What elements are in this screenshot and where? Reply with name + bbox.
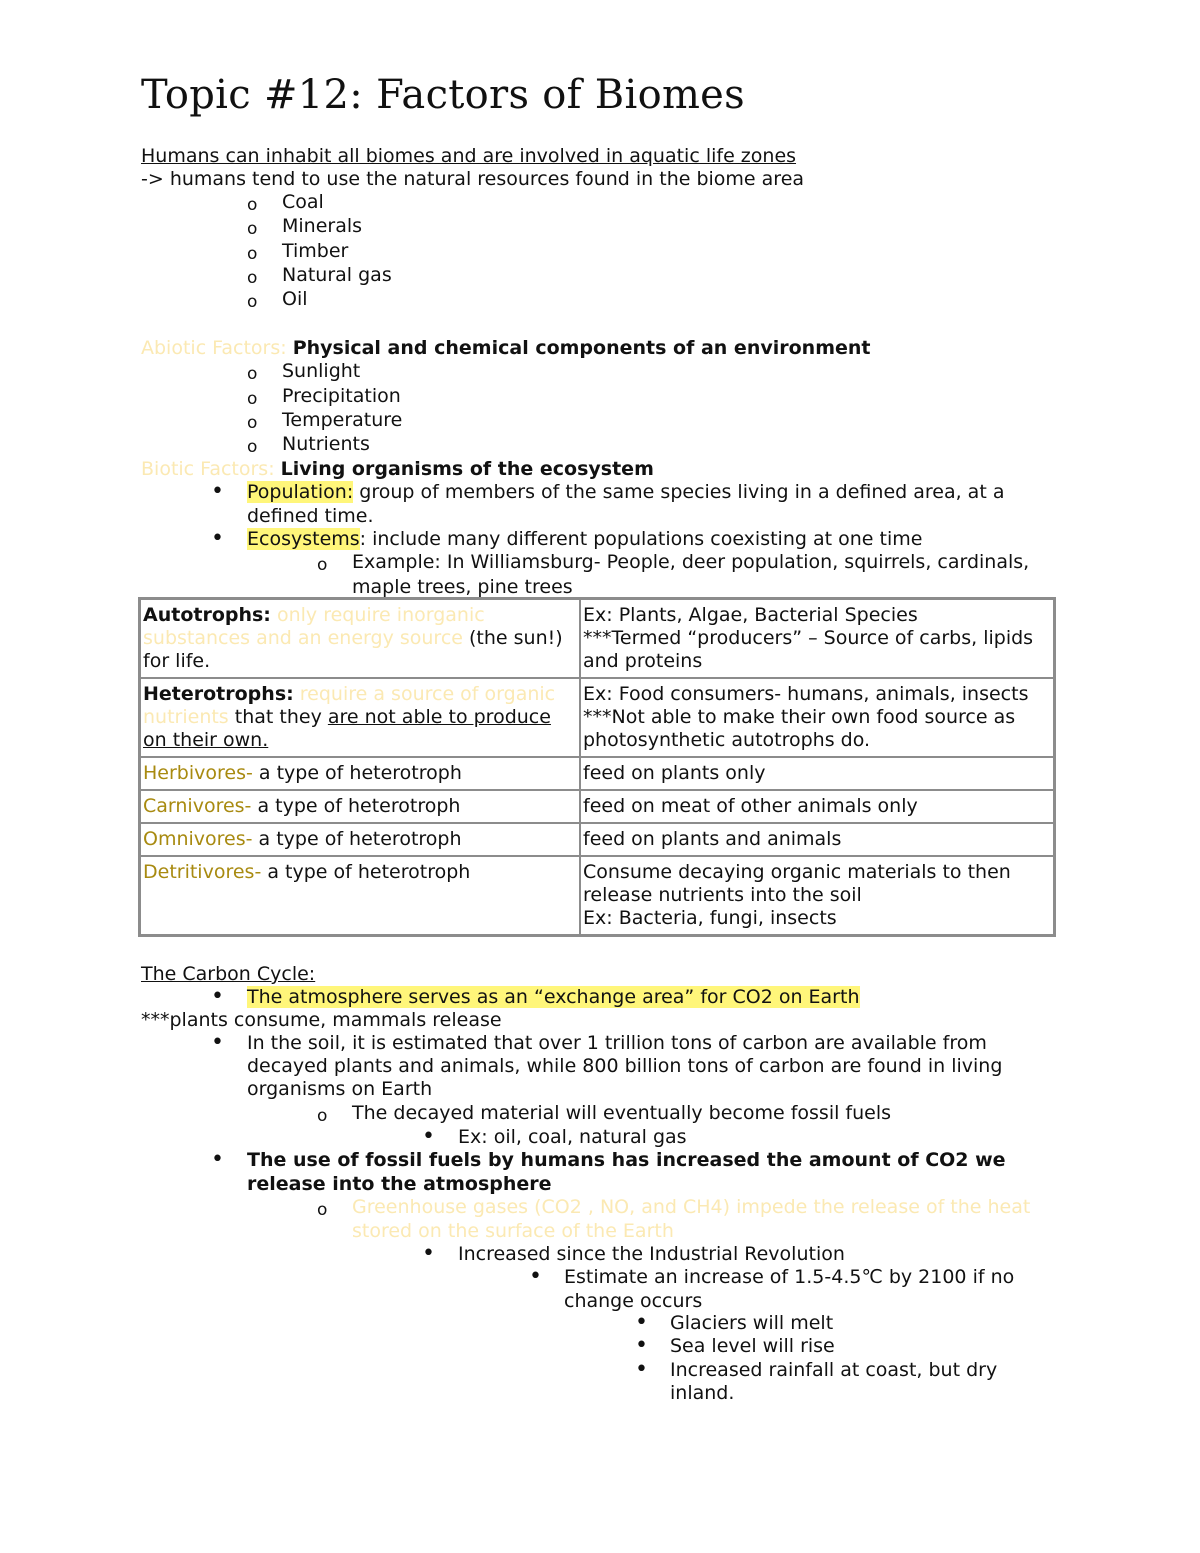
- bullet-dot-marker: •: [211, 479, 224, 504]
- heterotrophs-note: ***Not able to make their own food source as photosynthetic autotrophs do.: [583, 706, 1016, 751]
- table-cell: feed on plants and animals: [580, 823, 1055, 856]
- exchange-line: [247, 985, 860, 1009]
- table-cell: [140, 823, 581, 856]
- bullet-dot-marker: •: [635, 1310, 648, 1335]
- bullet-dot-marker: •: [211, 984, 224, 1009]
- detritivores-ex: Ex: Bacteria, fungi, insects: [583, 907, 837, 929]
- bullet-o-marker: o: [317, 1106, 328, 1126]
- abiotic-item: Nutrients: [282, 433, 370, 455]
- bullet-o-marker: o: [317, 1200, 328, 1220]
- abiotic-definition: Physical and chemical components of an environment: [292, 337, 871, 359]
- resource-item: Minerals: [282, 215, 363, 237]
- abiotic-label: Abiotic Factors:: [141, 337, 287, 359]
- plants-note: ***plants consume, mammals release: [141, 1009, 502, 1031]
- heterotrophs-ex: Ex: Food consumers- humans, animals, insects: [583, 683, 1029, 705]
- bullet-dot-marker: •: [422, 1241, 435, 1266]
- omnivores-term: Omnivores-: [143, 828, 253, 850]
- table-row: [140, 599, 1055, 679]
- bullet-o-marker: o: [247, 268, 258, 288]
- soil-line-1: In the soil, it is estimated that over 1 trillion tons of carbon are available from: [247, 1032, 987, 1054]
- bullet-dot-marker: •: [211, 526, 224, 551]
- bullet-o-marker: o: [247, 244, 258, 264]
- trophic-table: [138, 597, 1056, 937]
- ecosystems-term: Ecosystems: [247, 528, 360, 550]
- table-cell: feed on plants only: [580, 757, 1055, 790]
- table-row: [140, 856, 1055, 936]
- abiotic-item: Precipitation: [282, 385, 401, 407]
- table-cell: [140, 599, 581, 679]
- population-term: Population:: [247, 481, 354, 503]
- industrial-line: Increased since the Industrial Revolution: [458, 1243, 845, 1265]
- omnivores-desc: a type of heterotroph: [252, 828, 462, 850]
- population-text: group of members of the same species living in a defined area, at a: [359, 481, 1005, 503]
- greenhouse-line-2: stored on the surface of the Earth: [352, 1220, 674, 1242]
- bullet-o-marker: o: [317, 555, 328, 575]
- resource-item: Timber: [282, 240, 349, 262]
- resource-item: Oil: [282, 288, 308, 310]
- detritivores-term: Detritivores-: [143, 861, 262, 883]
- table-cell: [140, 757, 581, 790]
- detritivores-desc: a type of heterotroph: [261, 861, 471, 883]
- soil-line-2: decayed plants and animals, while 800 billion tons of carbon are found in living: [247, 1055, 1003, 1077]
- humans-heading: Humans can inhabit all biomes and are involved in aquatic life zones: [141, 145, 797, 167]
- ecosystems-line: [247, 527, 922, 551]
- table-cell: [140, 678, 581, 757]
- bullet-o-marker: o: [247, 389, 258, 409]
- table-cell: [580, 856, 1055, 936]
- rainfall-line-1: Increased rainfall at coast, but dry: [670, 1359, 998, 1381]
- detritivores-detail: Consume decaying organic materials to then release nutrients into the soil: [583, 861, 1011, 906]
- fuels-ex-line: Ex: oil, coal, natural gas: [458, 1126, 687, 1148]
- bullet-o-marker: o: [247, 437, 258, 457]
- humans-note: -> humans tend to use the natural resources found in the biome area: [141, 168, 805, 190]
- abiotic-item: Temperature: [282, 409, 403, 431]
- autotrophs-tail: (the sun!) for life.: [143, 627, 563, 672]
- bullet-dot-marker: •: [529, 1264, 542, 1289]
- page-title: Topic #12: Factors of Biomes: [141, 72, 745, 118]
- resource-item: Coal: [282, 191, 324, 213]
- resource-item: Natural gas: [282, 264, 392, 286]
- bullet-o-marker: o: [247, 364, 258, 384]
- population-line: [247, 480, 1004, 504]
- biotic-line: [141, 457, 654, 481]
- carnivores-desc: a type of heterotroph: [251, 795, 461, 817]
- bullet-dot-marker: •: [635, 1333, 648, 1358]
- abiotic-line: [141, 336, 870, 360]
- heterotrophs-mid: that they: [234, 706, 322, 728]
- bullet-o-marker: o: [247, 292, 258, 312]
- biotic-label: Biotic Factors:: [141, 458, 275, 480]
- bullet-o-marker: o: [247, 413, 258, 433]
- heterotrophs-faint: require a source of organic nutrients: [143, 683, 556, 728]
- table-row: [140, 678, 1055, 757]
- biotic-definition: Living organisms of the ecosystem: [280, 458, 654, 480]
- estimate-line-2: change occurs: [564, 1290, 703, 1312]
- bullet-o-marker: o: [247, 195, 258, 215]
- ecosystems-text: : include many different populations coexisting at one time: [359, 528, 923, 550]
- bullet-o-marker: o: [247, 219, 258, 239]
- estimate-line-1: Estimate an increase of 1.5-4.5℃ by 2100 if no: [564, 1266, 1015, 1288]
- table-cell: [140, 856, 581, 936]
- herbivores-desc: a type of heterotroph: [252, 762, 462, 784]
- decayed-line: The decayed material will eventually become fossil fuels: [352, 1102, 892, 1124]
- carnivores-term: Carnivores-: [143, 795, 252, 817]
- table-cell: [580, 599, 1055, 679]
- autotrophs-ex: Ex: Plants, Algae, Bacterial Species: [583, 604, 918, 626]
- effect-item: Sea level will rise: [670, 1335, 835, 1357]
- autotrophs-faint: only require inorganic substances and an energy source: [143, 604, 485, 649]
- example-line-2: maple trees, pine trees: [352, 576, 573, 598]
- rainfall-line-2: inland.: [670, 1382, 735, 1404]
- table-cell: [580, 678, 1055, 757]
- exchange-text: The atmosphere serves as an “exchange area” for CO2 on Earth: [247, 986, 860, 1008]
- table-cell: feed on meat of other animals only: [580, 790, 1055, 823]
- autotrophs-note: ***Termed “producers” – Source of carbs, lipids and proteins: [583, 627, 1034, 672]
- bullet-dot-marker: •: [422, 1124, 435, 1149]
- fossil-line-1: The use of fossil fuels by humans has increased the amount of CO2 we: [247, 1149, 1006, 1171]
- carbon-heading: The Carbon Cycle:: [141, 963, 316, 985]
- bullet-dot-marker: •: [211, 1147, 224, 1172]
- abiotic-item: Sunlight: [282, 360, 361, 382]
- soil-line-3: organisms on Earth: [247, 1078, 433, 1100]
- example-line-1: Example: In Williamsburg- People, deer population, squirrels, cardinals,: [352, 551, 1030, 573]
- heterotrophs-term: Heterotrophs:: [143, 683, 294, 705]
- bullet-dot-marker: •: [635, 1357, 648, 1382]
- effect-item: Glaciers will melt: [670, 1312, 834, 1334]
- herbivores-term: Herbivores-: [143, 762, 253, 784]
- table-cell: [140, 790, 581, 823]
- fossil-line-2: release into the atmosphere: [247, 1173, 552, 1195]
- autotrophs-term: Autotrophs:: [143, 604, 271, 626]
- population-line-2: defined time.: [247, 505, 374, 527]
- table-row: [140, 790, 1055, 823]
- bullet-dot-marker: •: [211, 1030, 224, 1055]
- table-row: [140, 823, 1055, 856]
- greenhouse-line-1: Greenhouse gases (CO2 , NO, and CH4) impede the release of the heat: [352, 1196, 1031, 1218]
- heterotrophs-underlined: are not able to produce on their own.: [143, 706, 551, 751]
- table-row: [140, 757, 1055, 790]
